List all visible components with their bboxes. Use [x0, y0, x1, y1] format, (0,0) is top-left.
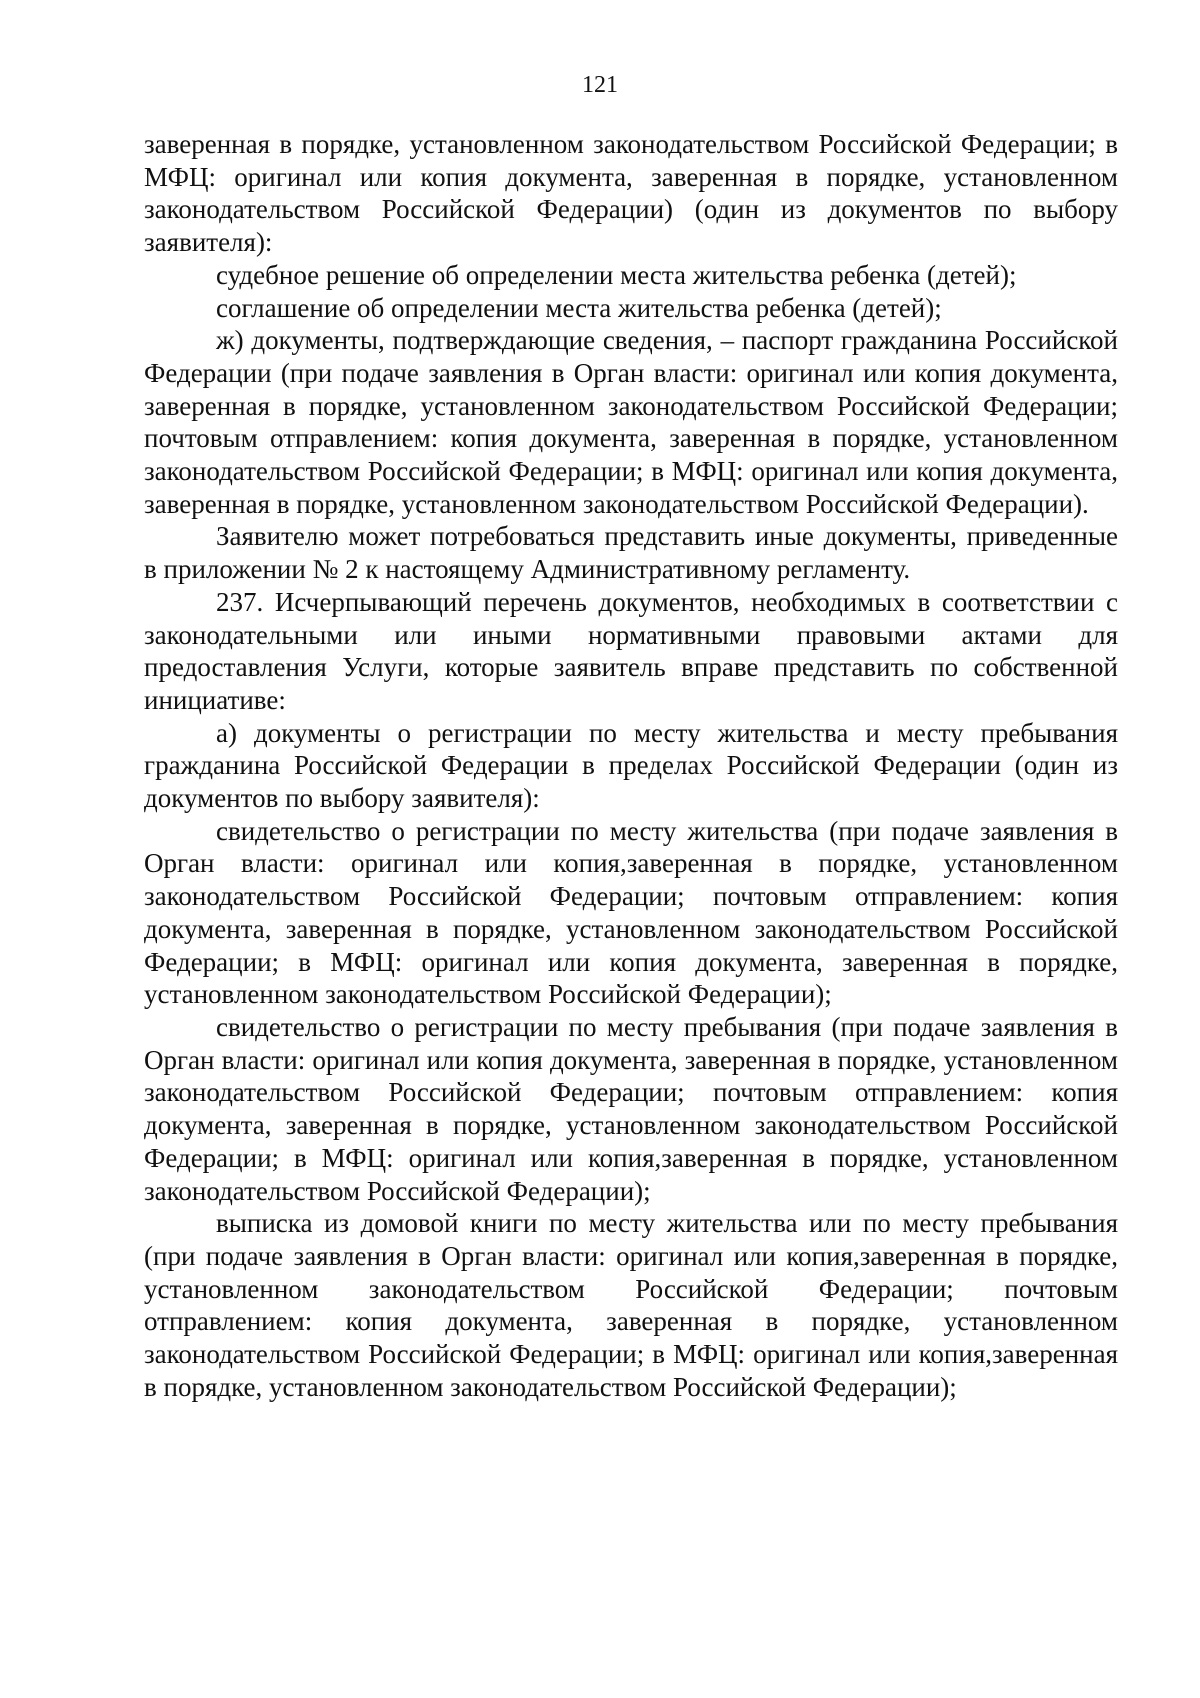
- paragraph-residence-certificate: свидетельство о регистрации по месту жительства (при подаче заявления в Орган власти: оригинал или копия,заверенная в порядке, установленном законодательством Российской Федерации; почтовым отправлением: копия документа, заверенная в порядке, установленном законодательством Российской Федерации; в МФЦ: оригинал или копия документа, заверенная в порядке, установленном законодательством Российской Федерации);: [144, 815, 1118, 1010]
- paragraph-other-documents: Заявителю может потребоваться представить иные документы, приведенные в приложении № 2 к настоящему Административному регламенту.: [144, 521, 1118, 585]
- paragraph-stay-certificate: свидетельство о регистрации по месту пребывания (при подаче заявления в Орган власти: оригинал или копия документа, заверенная в порядке, установленном законодательством Российской Федерации; почтовым отправлением: копия документа, заверенная в порядке, установленном законодательством Российской Федерации; в МФЦ: оригинал или копия,заверенная в порядке, установленном законодательством Российской Федерации);: [144, 1011, 1118, 1206]
- document-body: [144, 128, 1118, 1403]
- paragraph-continuation: заверенная в порядке, установленном законодательством Российской Федерации; в МФЦ: оригинал или копия документа, заверенная в порядке, установленном законодательством Российской Федерации) (один из документов по выбору заявителя):: [144, 129, 1118, 258]
- paragraph-house-book-extract: выписка из домовой книги по месту жительства или по месту пребывания (при подаче заявления в Орган власти: оригинал или копия,заверенная в порядке, установленном законодательством Российской Федерации; почтовым отправлением: копия документа, заверенная в порядке, установленном законодательством Российской Федерации; в МФЦ: оригинал или копия,заверенная в порядке, установленном законодательством Российской Федерации);: [144, 1208, 1118, 1402]
- paragraph-agreement: соглашение об определении места жительства ребенка (детей);: [216, 292, 942, 323]
- paragraph-item-a: а) документы о регистрации по месту жительства и месту пребывания гражданина Российской Федерации в пределах Российской Федерации (один из документов по выбору заявителя):: [144, 717, 1118, 814]
- paragraph-item-zh: ж) документы, подтверждающие сведения, – паспорт гражданина Российской Федерации (при подаче заявления в Орган власти: оригинал или копия документа, заверенная в порядке, установленном законодательством Российской Федерации; почтовым отправлением: копия документа, заверенная в порядке, установленном законодательством Российской Федерации; в МФЦ: оригинал или копия документа, заверенная в порядке, установленном законодательством Российской Федерации).: [144, 325, 1118, 519]
- paragraph-court-decision: судебное решение об определении места жительства ребенка (детей);: [216, 259, 1017, 290]
- page-number: 121: [582, 72, 618, 98]
- paragraph-237: 237. Исчерпывающий перечень документов, необходимых в соответствии с законодательными или иными нормативными правовыми актами для предоставления Услуги, которые заявитель вправе представить по собственной инициативе:: [144, 586, 1118, 715]
